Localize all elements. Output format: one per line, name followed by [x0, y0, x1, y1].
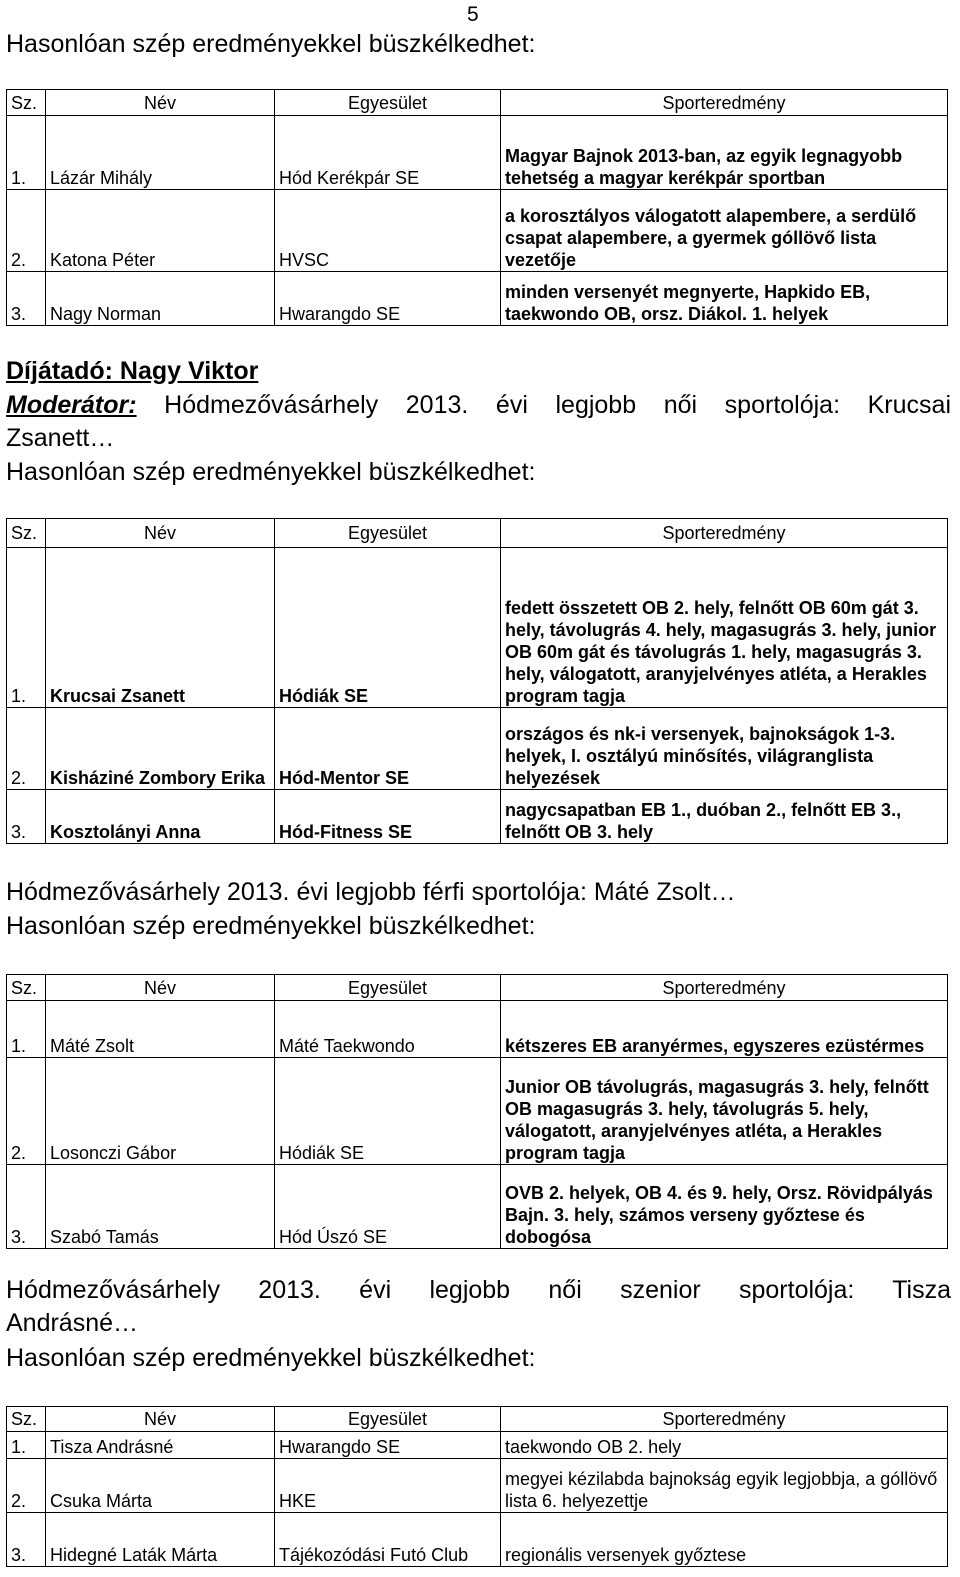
header-nev: Név: [46, 90, 275, 116]
moderator-text: Hódmezővásárhely 2013. évi legjobb női sportolója: Krucsai: [136, 391, 951, 419]
award-presenter: Díjátadó: Nagy Viktor: [6, 357, 259, 385]
row-result: Junior OB távolugrás, magasugrás 3. hely, felnőtt OB magasugrás 3. hely, távolugrás 5. hely, válogatott, aranyjelvényes atléta, a Herakles program tagja: [501, 1058, 948, 1165]
results-table-4: [6, 1406, 948, 1567]
results-table-3: [6, 974, 948, 1249]
row-result: taekwondo OB 2. hely: [501, 1432, 948, 1459]
table-row: [7, 272, 948, 326]
row-number: 2.: [7, 708, 46, 790]
row-club: Hódiák SE: [275, 548, 501, 708]
results-table-1: [6, 89, 948, 326]
similar-label-3: Hasonlóan szép eredményekkel büszkélkedhet:: [6, 912, 536, 940]
header-sz: Sz.: [7, 975, 46, 1001]
row-result: nagycsapatban EB 1., duóban 2., felnőtt EB 3., felnőtt OB 3. hely: [501, 790, 948, 844]
row-name: Nagy Norman: [46, 272, 275, 326]
row-club: Hód Úszó SE: [275, 1165, 501, 1249]
header-sz: Sz.: [7, 519, 46, 548]
row-number: 2.: [7, 190, 46, 272]
row-club: Hwarangdo SE: [275, 272, 501, 326]
moderator-label: Moderátor:: [6, 391, 137, 419]
table-row: [7, 790, 948, 844]
row-number: 3.: [7, 790, 46, 844]
row-result: országos és nk-i versenyek, bajnokságok 1-3. helyek, I. osztályú minősítés, világranglista helyezések: [501, 708, 948, 790]
row-name: Hidegné Laták Márta: [46, 1513, 275, 1567]
header-sporteredmeny: Sporteredmény: [501, 975, 948, 1001]
row-name: Lázár Mihály: [46, 116, 275, 190]
header-nev: Név: [46, 1407, 275, 1432]
row-number: 1.: [7, 116, 46, 190]
row-result: a korosztályos válogatott alapembere, a serdülő csapat alapembere, a gyermek góllövő lista vezetője: [501, 190, 948, 272]
moderator-line: [6, 391, 951, 420]
header-sz: Sz.: [7, 90, 46, 116]
header-sz: Sz.: [7, 1407, 46, 1432]
row-number: 1.: [7, 1432, 46, 1459]
similar-label-4: Hasonlóan szép eredményekkel büszkélkedhet:: [6, 1344, 536, 1372]
table-row: [7, 1432, 948, 1459]
table-row: [7, 190, 948, 272]
heading-best-senior-female: Hódmezővásárhely 2013. évi legjobb női szenior sportolója: Tisza: [6, 1276, 951, 1304]
row-club: Máté Taekwondo: [275, 1001, 501, 1058]
row-result: megyei kézilabda bajnokság egyik legjobbja, a góllövő lista 6. helyezettje: [501, 1459, 948, 1513]
row-result: regionális versenyek győztese: [501, 1513, 948, 1567]
row-number: 3.: [7, 1165, 46, 1249]
header-sporteredmeny: Sporteredmény: [501, 1407, 948, 1432]
row-club: Tájékozódási Futó Club: [275, 1513, 501, 1567]
header-egyesulet: Egyesület: [275, 90, 501, 116]
heading-best-male: Hódmezővásárhely 2013. évi legjobb férfi sportolója: Máté Zsolt…: [6, 878, 736, 906]
header-sporteredmeny: Sporteredmény: [501, 90, 948, 116]
table-row: [7, 708, 948, 790]
results-table-2: [6, 518, 948, 844]
row-number: 2.: [7, 1058, 46, 1165]
row-name: Szabó Tamás: [46, 1165, 275, 1249]
row-number: 1.: [7, 1001, 46, 1058]
row-club: HKE: [275, 1459, 501, 1513]
heading-best-senior-female-2: Andrásné…: [6, 1309, 139, 1337]
row-club: Hód-Mentor SE: [275, 708, 501, 790]
row-number: 1.: [7, 548, 46, 708]
row-result: Magyar Bajnok 2013-ban, az egyik legnagyobb tehetség a magyar kerékpár sportban: [501, 116, 948, 190]
table-row: [7, 116, 948, 190]
header-nev: Név: [46, 975, 275, 1001]
table-row: [7, 1001, 948, 1058]
row-result: kétszeres EB aranyérmes, egyszeres ezüstérmes: [501, 1001, 948, 1058]
row-club: Hwarangdo SE: [275, 1432, 501, 1459]
row-name: Kosztolányi Anna: [46, 790, 275, 844]
header-sporteredmeny: Sporteredmény: [501, 519, 948, 548]
row-club: Hód Kerékpár SE: [275, 116, 501, 190]
header-egyesulet: Egyesület: [275, 975, 501, 1001]
header-nev: Név: [46, 519, 275, 548]
row-result: minden versenyét megnyerte, Hapkido EB, taekwondo OB, orsz. Diákol. 1. helyek: [501, 272, 948, 326]
row-club: Hód-Fitness SE: [275, 790, 501, 844]
row-name: Losonczi Gábor: [46, 1058, 275, 1165]
moderator-line-2: Zsanett…: [6, 424, 115, 452]
header-egyesulet: Egyesület: [275, 1407, 501, 1432]
row-club: HVSC: [275, 190, 501, 272]
row-name: Katona Péter: [46, 190, 275, 272]
row-number: 3.: [7, 272, 46, 326]
table-row: [7, 548, 948, 708]
similar-label-1: Hasonlóan szép eredményekkel büszkélkedhet:: [6, 30, 536, 58]
row-name: Máté Zsolt: [46, 1001, 275, 1058]
row-name: Csuka Márta: [46, 1459, 275, 1513]
table-row: [7, 1058, 948, 1165]
similar-label-2: Hasonlóan szép eredményekkel büszkélkedhet:: [6, 458, 536, 486]
row-result: OVB 2. helyek, OB 4. és 9. hely, Orsz. Rövidpályás Bajn. 3. hely, számos verseny győztese és dobogósa: [501, 1165, 948, 1249]
row-name: Tisza Andrásné: [46, 1432, 275, 1459]
header-egyesulet: Egyesület: [275, 519, 501, 548]
row-name: Krucsai Zsanett: [46, 548, 275, 708]
table-row: [7, 1165, 948, 1249]
table-row: [7, 1459, 948, 1513]
row-result: fedett összetett OB 2. hely, felnőtt OB 60m gát 3. hely, távolugrás 4. hely, magasugrás 3. hely, junior OB 60m gát és távolugrás 1. hely, magasugrás 3. hely, válogatott, aranyjelvényes atléta, a Herakles program tagja: [501, 548, 948, 708]
page-number: 5: [467, 3, 479, 26]
row-club: Hódiák SE: [275, 1058, 501, 1165]
row-number: 3.: [7, 1513, 46, 1567]
row-name: Kisháziné Zombory Erika: [46, 708, 275, 790]
row-number: 2.: [7, 1459, 46, 1513]
table-row: [7, 1513, 948, 1567]
